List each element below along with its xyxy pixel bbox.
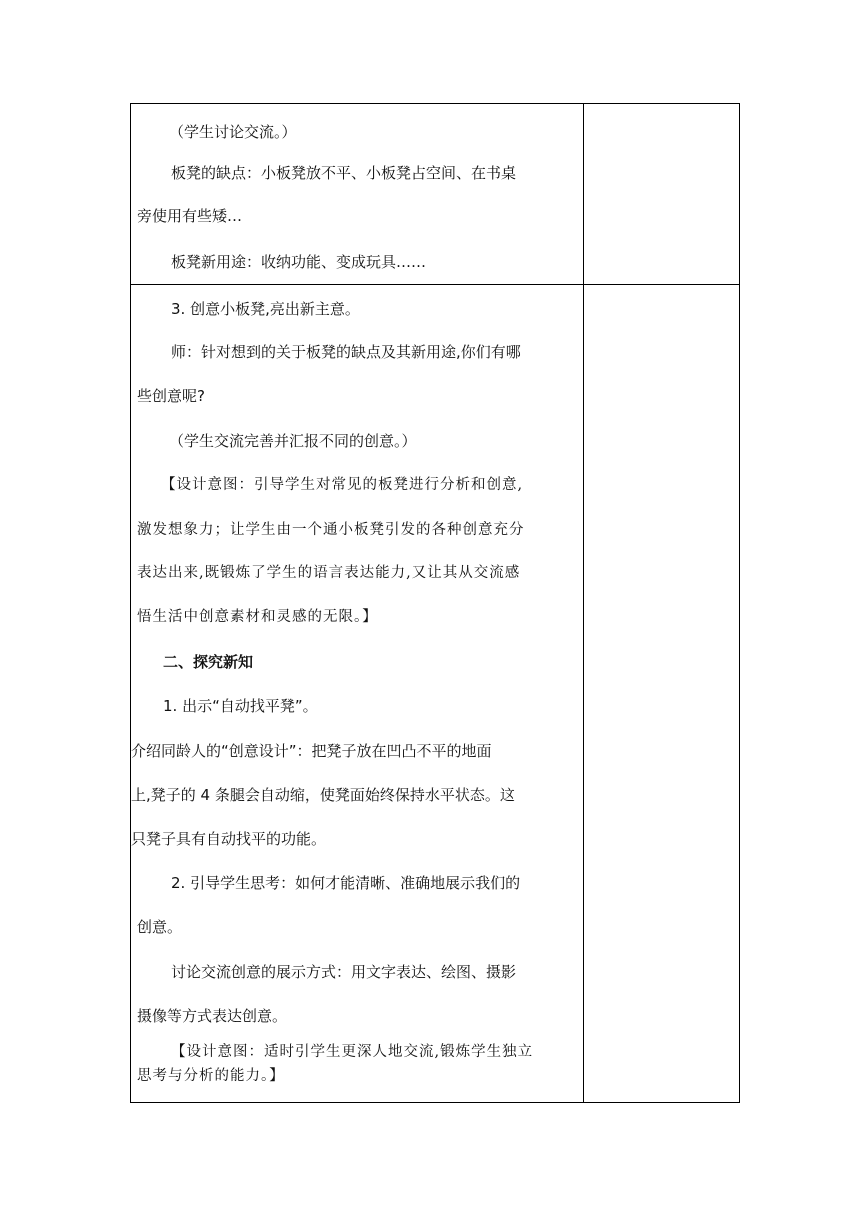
design-intent-line: 悟生活中创意素材和灵感的无限。】 [137, 609, 378, 625]
content-cell [131, 285, 584, 1103]
text-line: 师：针对想到的关于板凳的缺点及其新用途,你们有哪 [171, 343, 521, 361]
text-line: 板凳的缺点：小板凳放不平、小板凳占空间、在书桌 [171, 164, 517, 182]
design-intent-line: 表达出来,既锻炼了学生的语言表达能力,又让其从交流感 [137, 565, 521, 581]
content-cell [131, 104, 584, 285]
lesson-table [130, 103, 740, 1103]
text-line: 些创意呢? [137, 387, 205, 405]
text-line: 讨论交流创意的展示方式：用文字表达、绘图、摄影 [171, 963, 517, 981]
section-heading: 二、探究新知 [163, 653, 254, 671]
text-line: 上,凳子的 4 条腿会自动缩，使凳面始终保持水平状态。这 [131, 786, 515, 804]
notes-cell [584, 285, 740, 1103]
table-row [131, 285, 740, 1103]
text-line: 旁使用有些矮… [137, 207, 243, 225]
text-line: 板凳新用途：收纳功能、变成玩具…… [171, 253, 427, 271]
text-line: 只凳子具有自动找平的功能。 [131, 830, 327, 848]
text-line: 介绍同龄人的“创意设计”：把凳子放在凹凸不平的地面 [131, 742, 492, 760]
text-line: 1. 出示“自动找平凳”。 [163, 697, 318, 715]
design-intent-line: 【设计意图：引导学生对常见的板凳进行分析和创意, [161, 477, 524, 493]
design-intent-line: 激发想象力；让学生由一个通小板凳引发的各种创意充分 [137, 522, 525, 538]
text-line: 摄像等方式表达创意。 [137, 1007, 288, 1025]
text-line: （学生交流完善并汇报不同的创意。） [169, 432, 417, 450]
text-line: （学生讨论交流。） [169, 123, 297, 141]
text-line: 创意。 [137, 918, 183, 936]
design-intent-line: 思考与分析的能力。】 [137, 1068, 285, 1084]
notes-cell [584, 104, 740, 285]
text-line: 2. 引导学生思考：如何才能清晰、准确地展示我们的 [171, 874, 521, 892]
design-intent-line: 【设计意图：适时引学生更深人地交流,锻炼学生独立 [171, 1044, 534, 1060]
text-line: 3. 创意小板凳,亮出新主意。 [171, 300, 360, 318]
table-row [131, 104, 740, 285]
